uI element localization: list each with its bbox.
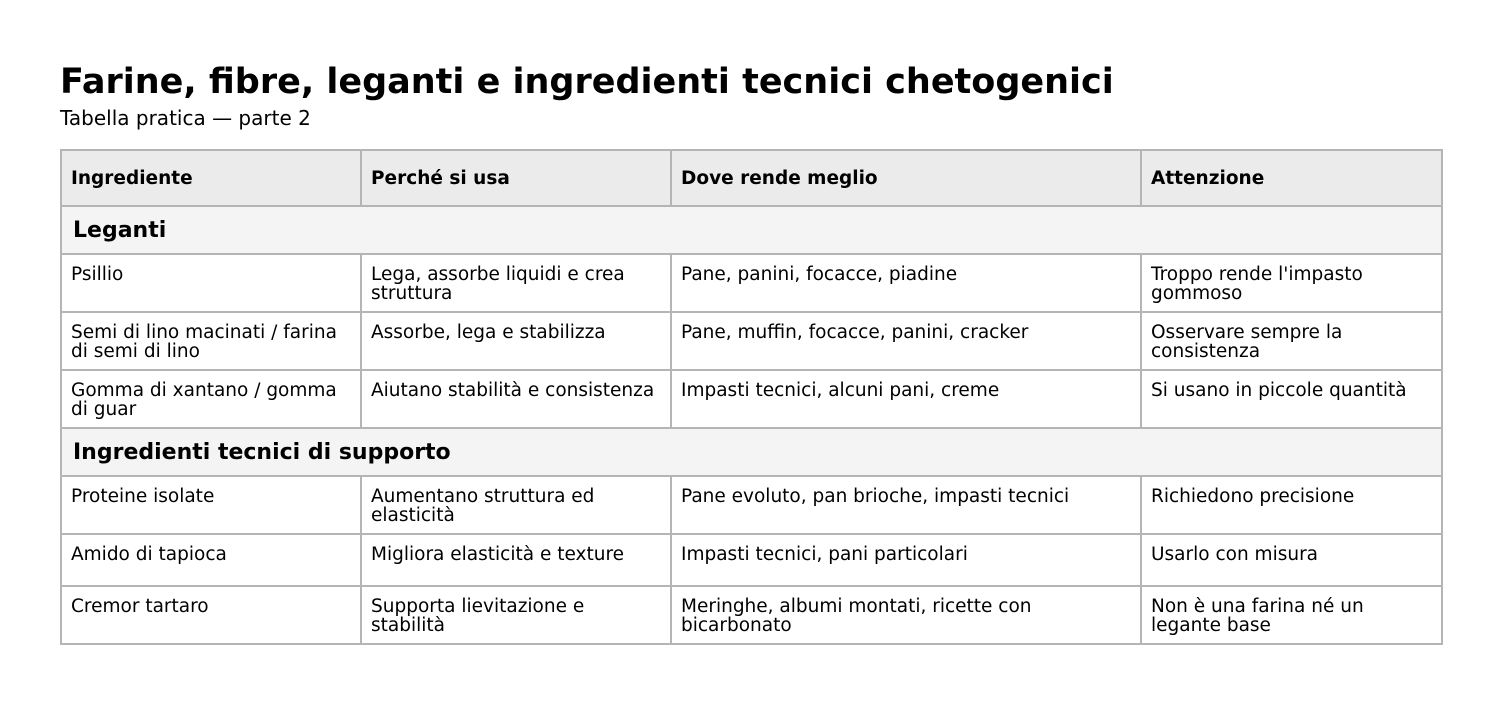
cell-ingredient: Proteine isolate (61, 476, 361, 534)
group-label: Leganti (61, 206, 1442, 254)
cell-caution: Troppo rende l'impasto gommoso (1141, 254, 1442, 312)
cell-why-used: Assorbe, lega e stabilizza (361, 312, 671, 370)
table-header-row (61, 150, 1442, 206)
header-why-used: Perché si usa (361, 150, 671, 206)
cell-ingredient: Cremor tartaro (61, 586, 361, 644)
cell-ingredient: Gomma di xantano / gomma di guar (61, 370, 361, 428)
page-subtitle: Tabella pratica — parte 2 (60, 106, 311, 130)
cell-why-used: Aumentano struttura ed elasticità (361, 476, 671, 534)
cell-best-use: Pane evoluto, pan brioche, impasti tecnici (671, 476, 1141, 534)
table-row (61, 476, 1442, 534)
cell-best-use: Pane, panini, focacce, piadine (671, 254, 1141, 312)
table-row (61, 534, 1442, 586)
group-label: Ingredienti tecnici di supporto (61, 428, 1442, 476)
cell-best-use: Impasti tecnici, alcuni pani, creme (671, 370, 1141, 428)
cell-why-used: Aiutano stabilità e consistenza (361, 370, 671, 428)
table-row (61, 254, 1442, 312)
table-row (61, 370, 1442, 428)
cell-best-use: Pane, muffin, focacce, panini, cracker (671, 312, 1141, 370)
cell-why-used: Migliora elasticità e texture (361, 534, 671, 586)
group-row-ingredienti-tecnici (61, 428, 1442, 476)
cell-why-used: Supporta lievitazione e stabilità (361, 586, 671, 644)
table-row (61, 586, 1442, 644)
header-caution: Attenzione (1141, 150, 1442, 206)
header-ingredient: Ingrediente (61, 150, 361, 206)
cell-caution: Non è una farina né un legante base (1141, 586, 1442, 644)
cell-ingredient: Amido di tapioca (61, 534, 361, 586)
table-row (61, 312, 1442, 370)
cell-caution: Osservare sempre la consistenza (1141, 312, 1442, 370)
cell-why-used: Lega, assorbe liquidi e crea struttura (361, 254, 671, 312)
cell-caution: Si usano in piccole quantità (1141, 370, 1442, 428)
cell-best-use: Meringhe, albumi montati, ricette con bicarbonato (671, 586, 1141, 644)
page-title: Farine, fibre, leganti e ingredienti tecnici chetogenici (60, 62, 1114, 102)
ingredients-table (60, 149, 1443, 645)
cell-best-use: Impasti tecnici, pani particolari (671, 534, 1141, 586)
cell-caution: Richiedono precisione (1141, 476, 1442, 534)
group-row-leganti (61, 206, 1442, 254)
cell-ingredient: Semi di lino macinati / farina di semi di lino (61, 312, 361, 370)
cell-caution: Usarlo con misura (1141, 534, 1442, 586)
cell-ingredient: Psillio (61, 254, 361, 312)
header-best-use: Dove rende meglio (671, 150, 1141, 206)
